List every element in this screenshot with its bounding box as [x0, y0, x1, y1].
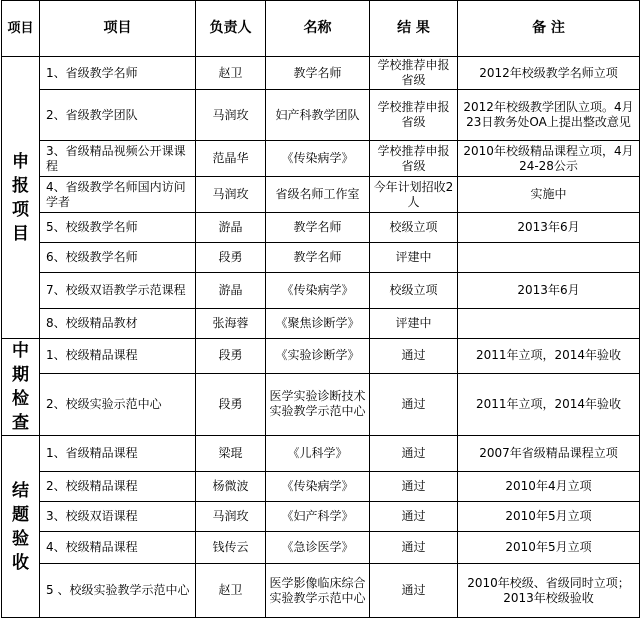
cell-name: 《聚焦诊断学》 [266, 309, 370, 339]
cell-note: 2010年5月立项 [458, 502, 640, 532]
table-row [2, 57, 640, 90]
cell-name: 《传染病学》 [266, 472, 370, 502]
table-row [2, 373, 640, 435]
cell-name: 医学实验诊断技术实验教学示范中心 [266, 373, 370, 435]
cell-project: 1、校级精品课程 [40, 339, 196, 374]
cell-project: 1、省级精品课程 [40, 436, 196, 472]
cell-note: 2013年6月 [458, 273, 640, 309]
cell-person: 游晶 [196, 273, 266, 309]
cell-project: 8、校级精品教材 [40, 309, 196, 339]
cell-name: 《妇产科学》 [266, 502, 370, 532]
header-name: 名称 [266, 1, 370, 57]
cell-name: 医学影像临床综合实验教学示范中心 [266, 564, 370, 618]
cell-project: 3、校级双语课程 [40, 502, 196, 532]
projects-table [1, 0, 640, 618]
cell-person: 马润玫 [196, 502, 266, 532]
table-row [2, 90, 640, 141]
cell-result: 通过 [370, 564, 458, 618]
table-row [2, 273, 640, 309]
cell-note [458, 243, 640, 273]
cell-person: 张海蓉 [196, 309, 266, 339]
cell-person: 段勇 [196, 339, 266, 374]
cell-person: 范晶华 [196, 141, 266, 177]
cell-note: 2011年立项，2014年验收 [458, 373, 640, 435]
table-row [2, 141, 640, 177]
cell-name: 《传染病学》 [266, 141, 370, 177]
group-label-midterm: 中期检查 [2, 339, 40, 436]
cell-name: 省级名师工作室 [266, 177, 370, 213]
cell-person: 赵卫 [196, 564, 266, 618]
table-row [2, 472, 640, 502]
cell-result: 今年计划招收2人 [370, 177, 458, 213]
cell-note: 2010年5月立项 [458, 532, 640, 564]
table-row [2, 564, 640, 618]
header-note: 备 注 [458, 1, 640, 57]
cell-project: 3、省级精品视频公开课课程 [40, 141, 196, 177]
cell-result: 评建中 [370, 309, 458, 339]
cell-person: 钱传云 [196, 532, 266, 564]
cell-note: 2011年立项，2014年验收 [458, 339, 640, 374]
table-row [2, 502, 640, 532]
cell-note: 2013年6月 [458, 213, 640, 243]
cell-person: 段勇 [196, 373, 266, 435]
cell-name: 《传染病学》 [266, 273, 370, 309]
cell-result: 评建中 [370, 243, 458, 273]
cell-result: 校级立项 [370, 273, 458, 309]
cell-name: 妇产科教学团队 [266, 90, 370, 141]
cell-person: 马润玫 [196, 90, 266, 141]
cell-result: 学校推荐申报省级 [370, 141, 458, 177]
cell-person: 马润玫 [196, 177, 266, 213]
cell-project: 5 、校级实验教学示范中心 [40, 564, 196, 618]
cell-note: 2012年校级教学名师立项 [458, 57, 640, 90]
cell-project: 2、校级实验示范中心 [40, 373, 196, 435]
group-label-application: 申报项目 [2, 57, 40, 339]
header-row [2, 1, 640, 57]
header-category: 项目 [2, 1, 40, 57]
cell-note: 2010年校级精品课程立项，4月24-28公示 [458, 141, 640, 177]
cell-name: 教学名师 [266, 57, 370, 90]
cell-result: 学校推荐申报省级 [370, 57, 458, 90]
cell-result: 通过 [370, 502, 458, 532]
cell-result: 通过 [370, 472, 458, 502]
cell-note [458, 309, 640, 339]
cell-person: 赵卫 [196, 57, 266, 90]
table-row [2, 309, 640, 339]
cell-result: 校级立项 [370, 213, 458, 243]
header-project: 项目 [40, 1, 196, 57]
cell-project: 2、省级教学团队 [40, 90, 196, 141]
cell-note: 2010年4月立项 [458, 472, 640, 502]
cell-project: 4、校级精品课程 [40, 532, 196, 564]
cell-result: 通过 [370, 436, 458, 472]
cell-name: 《实验诊断学》 [266, 339, 370, 374]
cell-project: 5、校级教学名师 [40, 213, 196, 243]
group-label-completion: 结题验收 [2, 436, 40, 618]
header-result: 结 果 [370, 1, 458, 57]
cell-result: 通过 [370, 339, 458, 374]
table-row [2, 436, 640, 472]
table-row [2, 213, 640, 243]
table-row [2, 532, 640, 564]
cell-person: 游晶 [196, 213, 266, 243]
cell-project: 1、省级教学名师 [40, 57, 196, 90]
cell-result: 通过 [370, 373, 458, 435]
cell-note: 2007年省级精品课程立项 [458, 436, 640, 472]
table-body [2, 57, 640, 618]
cell-note: 实施中 [458, 177, 640, 213]
cell-project: 6、校级教学名师 [40, 243, 196, 273]
cell-project: 2、校级精品课程 [40, 472, 196, 502]
table-row [2, 177, 640, 213]
cell-name: 《儿科学》 [266, 436, 370, 472]
table-row [2, 339, 640, 374]
cell-name: 《急诊医学》 [266, 532, 370, 564]
cell-result: 通过 [370, 532, 458, 564]
cell-note: 2012年校级教学团队立项。4月23日教务处OA上提出整改意见 [458, 90, 640, 141]
cell-name: 教学名师 [266, 213, 370, 243]
cell-person: 梁琨 [196, 436, 266, 472]
cell-person: 杨微波 [196, 472, 266, 502]
header-person: 负责人 [196, 1, 266, 57]
cell-project: 4、省级教学名师国内访问学者 [40, 177, 196, 213]
cell-name: 教学名师 [266, 243, 370, 273]
cell-person: 段勇 [196, 243, 266, 273]
table-row [2, 243, 640, 273]
cell-project: 7、校级双语教学示范课程 [40, 273, 196, 309]
cell-result: 学校推荐申报省级 [370, 90, 458, 141]
cell-note: 2010年校级、省级同时立项；2013年校级验收 [458, 564, 640, 618]
